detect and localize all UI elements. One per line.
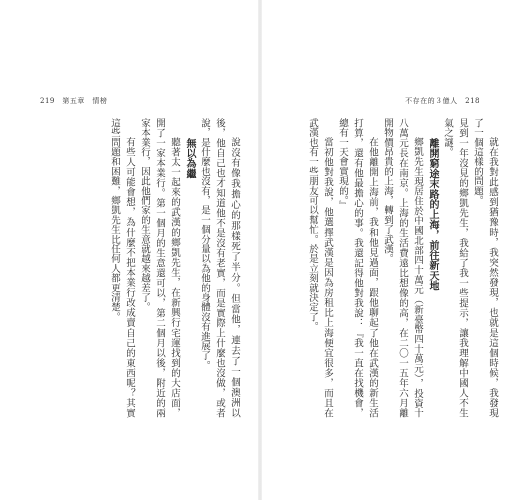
body-paragraph: 就在我對此感到猶豫時，我突然發現，也就是這個時候，我發現了一個這樣的問題。 (472, 118, 498, 418)
body-paragraph: 聽著太一起來的武漢的鄉凱先生，在新興行宅運找到的大店面，開了一家本業行。第一個月的生意還可以，第二個月以後，附近的兩家本業行，因此他們家的生意就越來越差了。 (139, 118, 180, 418)
left-page-text (42, 118, 242, 418)
section-heading: 離開窮途末路的上海，前往新天地 (427, 138, 438, 291)
right-page-header: 不存在的３億人 218 (405, 97, 480, 105)
body-paragraph: 有些人可能會想，為什麼不把本業行改成賣自己的東西呢？其實這些問題和困難，鄉凱先生比任何人都更清楚。 (109, 118, 135, 418)
body-paragraph: 鄉凱先生現居住於中國北部四十萬元（新臺幣四十萬元），投資十八萬元長在南京。上海的生活費遠比想像的高，在二〇一五年六月離開物價昂貴的上海，轉到了武漢。 (382, 118, 423, 418)
body-paragraph: 見到一年沒見的鄉凱先生，我給了我一些提示，讓我理解中國人不生氣之謎。 (442, 118, 468, 418)
body-paragraph: 說沒有像我擔心的那樣死了半分。但當他，連去了一個澳洲以後，他自己也才知道他不是沒有老實，而是實際上什麼也沒做，或者說，是什麼也沒有，是一個分量以為他的身體沒有進展了。 (199, 118, 240, 418)
right-page (260, 0, 520, 500)
body-paragraph: 當初他對我說，他選擇武漢是因為房租比上海便宜很多，而且在武漢也有一些朋友可以幫忙。於是立刻就決定了。 (307, 118, 333, 418)
left-page-header: 219 第五章 情榜 (40, 97, 108, 105)
section-heading: 無以為繼 (184, 138, 195, 179)
body-paragraph: 在他離開上海前，我和他見過面，跟他聊起了他在武漢的新生活打算，還有他最擔心的事。我還記得他對我說：『我一直在找機會，總有一天會實現的。』 (337, 118, 378, 418)
right-page-text (278, 118, 500, 418)
